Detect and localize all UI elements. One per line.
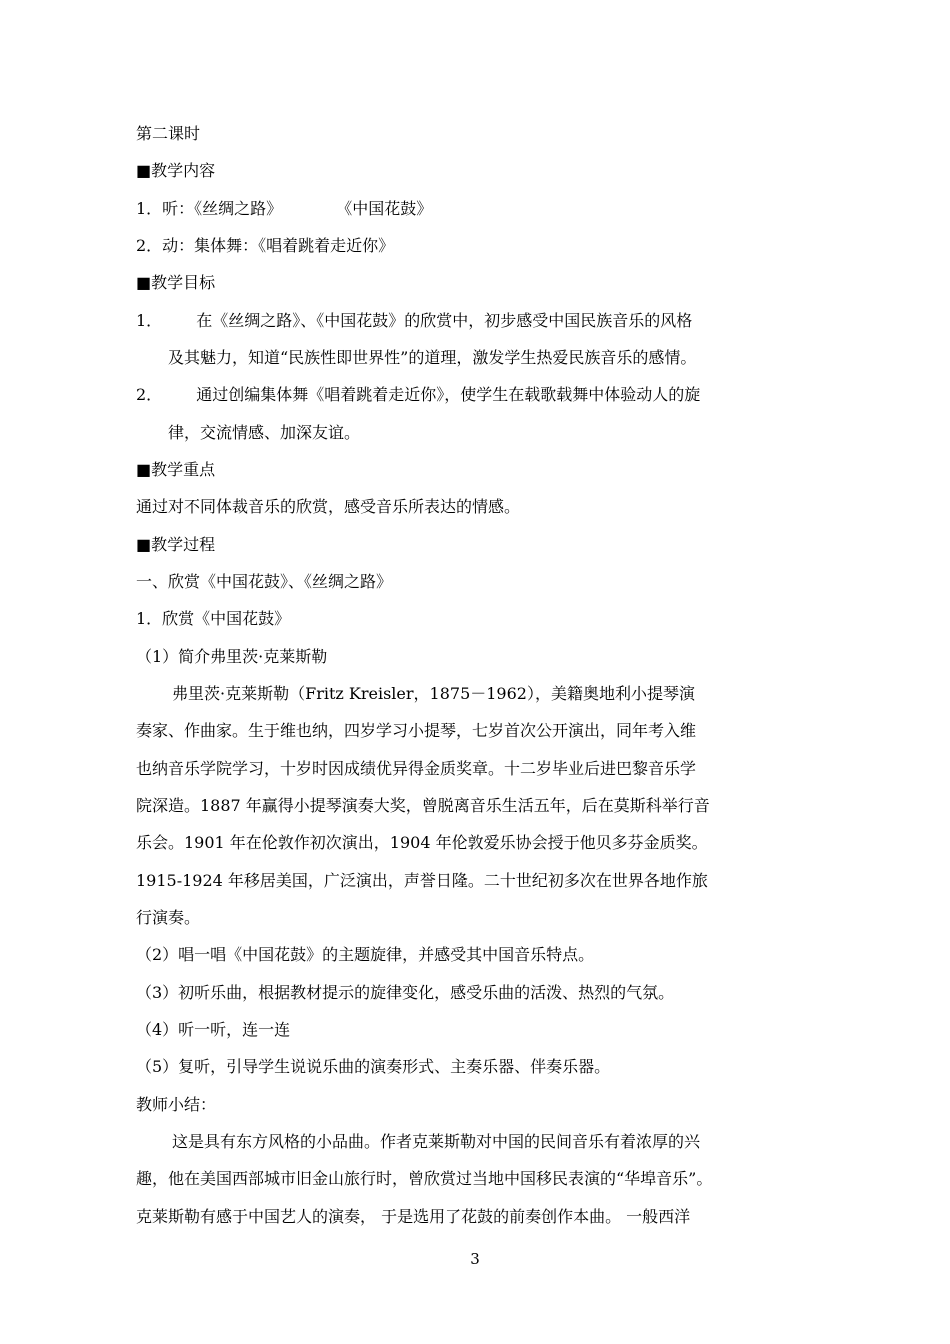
- goal-item-1-line-2: 及其魅力，知道“民族性即世界性”的道理，激发学生热爱民族音乐的感情。: [168, 348, 697, 367]
- summary-line-3: 克莱斯勒有感于中国艺人的演奏， 于是选用了花鼓的前奏创作本曲。 一般西洋: [136, 1207, 691, 1226]
- bio-line-5: 乐会。1901 年在伦敦作初次演出，1904 年伦敦爱乐协会授于他贝多芬金质奖。: [136, 833, 708, 852]
- goal-item-1-line-1: [136, 311, 692, 331]
- bio-line-2: 奏家、作曲家。生于维也纳，四岁学习小提琴，七岁首次公开演出，同年考入维: [136, 721, 697, 740]
- page-number: 3: [470, 1250, 480, 1268]
- goal-item-2-text: 通过创编集体舞《唱着跳着走近你》，使学生在载歌载舞中体验动人的旋: [196, 385, 701, 404]
- summary-line-1: 这是具有东方风格的小品曲。作者克莱斯勒对中国的民间音乐有着浓厚的兴: [172, 1132, 701, 1151]
- process-part-1-item-1: 1．欣赏《中国花鼓》: [136, 609, 291, 628]
- content-item-1-listen: 1．听：《丝绸之路》: [136, 199, 283, 218]
- step-2: （2）唱一唱《中国花鼓》的主题旋律，并感受其中国音乐特点。: [136, 945, 595, 964]
- step-3: （3）初听乐曲，根据教材提示的旋律变化，感受乐曲的活泼、热烈的气氛。: [136, 983, 675, 1002]
- section-heading-goal: ■教学目标: [136, 273, 216, 292]
- step-5: （5）复听，引导学生说说乐曲的演奏形式、主奏乐器、伴奏乐器。: [136, 1057, 611, 1076]
- summary-label: 教师小结：: [136, 1095, 217, 1114]
- goal-item-1-number: 1．: [136, 311, 163, 330]
- focus-text: 通过对不同体裁音乐的欣赏，感受音乐所表达的情感。: [136, 497, 521, 516]
- goal-item-2-line-2: 律，交流情感、加深友谊。: [168, 423, 361, 442]
- step-1: （1）简介弗里茨·克莱斯勒: [136, 647, 328, 666]
- bio-line-7: 行演奏。: [136, 908, 201, 927]
- summary-line-2: 趣，他在美国西部城市旧金山旅行时，曾欣赏过当地中国移民表演的“华埠音乐”。: [136, 1169, 713, 1188]
- bio-line-4: 院深造。1887 年赢得小提琴演奏大奖，曾脱离音乐生活五年，后在莫斯科举行音: [136, 796, 710, 815]
- goal-item-2-number: 2．: [136, 385, 163, 404]
- content-item-1: [136, 199, 432, 219]
- goal-item-1-text: 在《丝绸之路》、《中国花鼓》的欣赏中，初步感受中国民族音乐的风格: [196, 311, 693, 330]
- goal-item-2-line-1: [136, 385, 700, 405]
- bio-line-1: 弗里茨·克莱斯勒（Fritz Kreisler，1875－1962），美籍奥地利小提琴演: [172, 684, 695, 703]
- process-part-1: 一、欣赏《中国花鼓》、《丝绸之路》: [136, 572, 393, 591]
- section-heading-content: ■教学内容: [136, 161, 216, 180]
- bio-line-3: 也纳音乐学院学习，十岁时因成绩优异得金质奖章。十二岁毕业后进巴黎音乐学: [136, 759, 697, 778]
- section-heading-process: ■教学过程: [136, 535, 216, 554]
- content-item-2: 2．动：集体舞：《唱着跳着走近你》: [136, 236, 395, 255]
- section-heading-focus: ■教学重点: [136, 460, 216, 479]
- bio-line-6: 1915-1924 年移居美国，广泛演出，声誉日隆。二十世纪初多次在世界各地作旅: [136, 871, 708, 890]
- content-item-1-second-piece: 《中国花鼓》: [336, 199, 433, 218]
- step-4: （4）听一听，连一连: [136, 1020, 291, 1039]
- lesson-title: 第二课时: [136, 124, 201, 143]
